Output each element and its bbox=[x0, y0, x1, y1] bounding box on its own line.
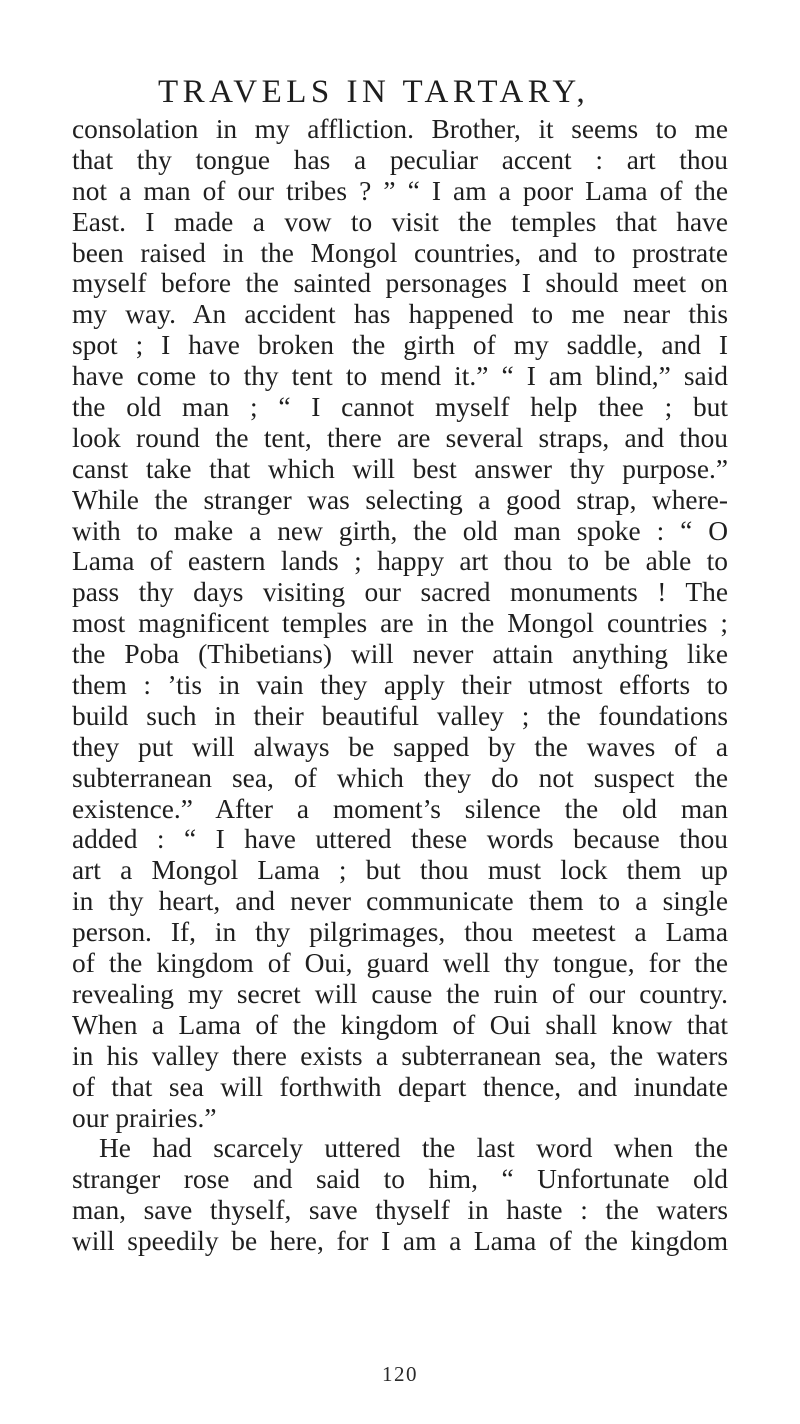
text-line: canst take that which will best answer thy purpose.” bbox=[72, 453, 728, 484]
text-line: consolation in my affliction. Brother, it seems to me bbox=[72, 114, 728, 144]
text-line: revealing my secret will cause the ruin of our country. bbox=[72, 978, 728, 1009]
text-line: person. If, in thy pilgrimages, thou meetest a Lama bbox=[72, 917, 728, 948]
text-line: will speedily be here, for I am a Lama of the kingdom bbox=[72, 1226, 728, 1257]
text-line: been raised in the Mongol countries, and to prostrate bbox=[72, 237, 728, 268]
text-line: myself before the sainted personages I should meet on bbox=[72, 268, 728, 299]
text-line: pass thy days visiting our sacred monuments ! The bbox=[72, 577, 728, 608]
text-line: with to make a new girth, the old man spoke : “ O bbox=[72, 515, 728, 546]
text-line: added : “ I have uttered these words because thou bbox=[72, 824, 728, 855]
text-line: my way. An accident has happened to me near this bbox=[72, 299, 728, 330]
paragraph-start-line: He had scarcely uttered the last word when the bbox=[99, 1133, 728, 1164]
text-line: man, save thyself, save thyself in haste : the waters bbox=[72, 1195, 728, 1226]
text-line: in his valley there exists a subterranean sea, the waters bbox=[72, 1040, 728, 1071]
text-line: art a Mongol Lama ; but thou must lock them up bbox=[72, 855, 728, 886]
text-line: When a Lama of the kingdom of Oui shall know that bbox=[72, 1009, 728, 1040]
body-text bbox=[72, 114, 728, 1257]
text-line: build such in their beautiful valley ; the foundations bbox=[72, 700, 728, 731]
text-line: East. I made a vow to visit the temples that have bbox=[72, 206, 728, 237]
page-number: 120 bbox=[382, 1362, 418, 1386]
paragraph-end-line: our prairies.” bbox=[72, 1102, 217, 1133]
text-line: Lama of eastern lands ; happy art thou to be able to bbox=[72, 546, 728, 577]
text-line: they put will always be sapped by the waves of a bbox=[72, 731, 728, 762]
text-line: the Poba (Thibetians) will never attain anything like bbox=[72, 639, 728, 670]
text-line: spot ; I have broken the girth of my saddle, and I bbox=[72, 330, 728, 361]
running-head: TRAVELS IN TARTARY, bbox=[158, 74, 590, 110]
text-line: of that sea will forthwith depart thence, and inundate bbox=[72, 1071, 728, 1102]
text-line: that thy tongue has a peculiar accent : art thou bbox=[72, 144, 728, 175]
text-line: not a man of our tribes ? ” “ I am a poor Lama of the bbox=[72, 175, 728, 206]
text-line: most magnificent temples are in the Mongol countries ; bbox=[72, 608, 728, 639]
text-line: of the kingdom of Oui, guard well thy tongue, for the bbox=[72, 948, 728, 979]
text-line: existence.” After a moment’s silence the old man bbox=[72, 793, 728, 824]
text-line: subterranean sea, of which they do not suspect the bbox=[72, 762, 728, 793]
text-line: have come to thy tent to mend it.” “ I am blind,” said bbox=[72, 361, 728, 392]
text-line: the old man ; “ I cannot myself help thee ; but bbox=[72, 392, 728, 423]
text-line: look round the tent, there are several straps, and thou bbox=[72, 422, 728, 453]
text-line: stranger rose and said to him, “ Unfortunate old bbox=[72, 1164, 728, 1195]
text-line: While the stranger was selecting a good strap, where- bbox=[72, 484, 728, 515]
text-line: them : ’tis in vain they apply their utmost efforts to bbox=[72, 670, 728, 701]
text-line: in thy heart, and never communicate them to a single bbox=[72, 886, 728, 917]
